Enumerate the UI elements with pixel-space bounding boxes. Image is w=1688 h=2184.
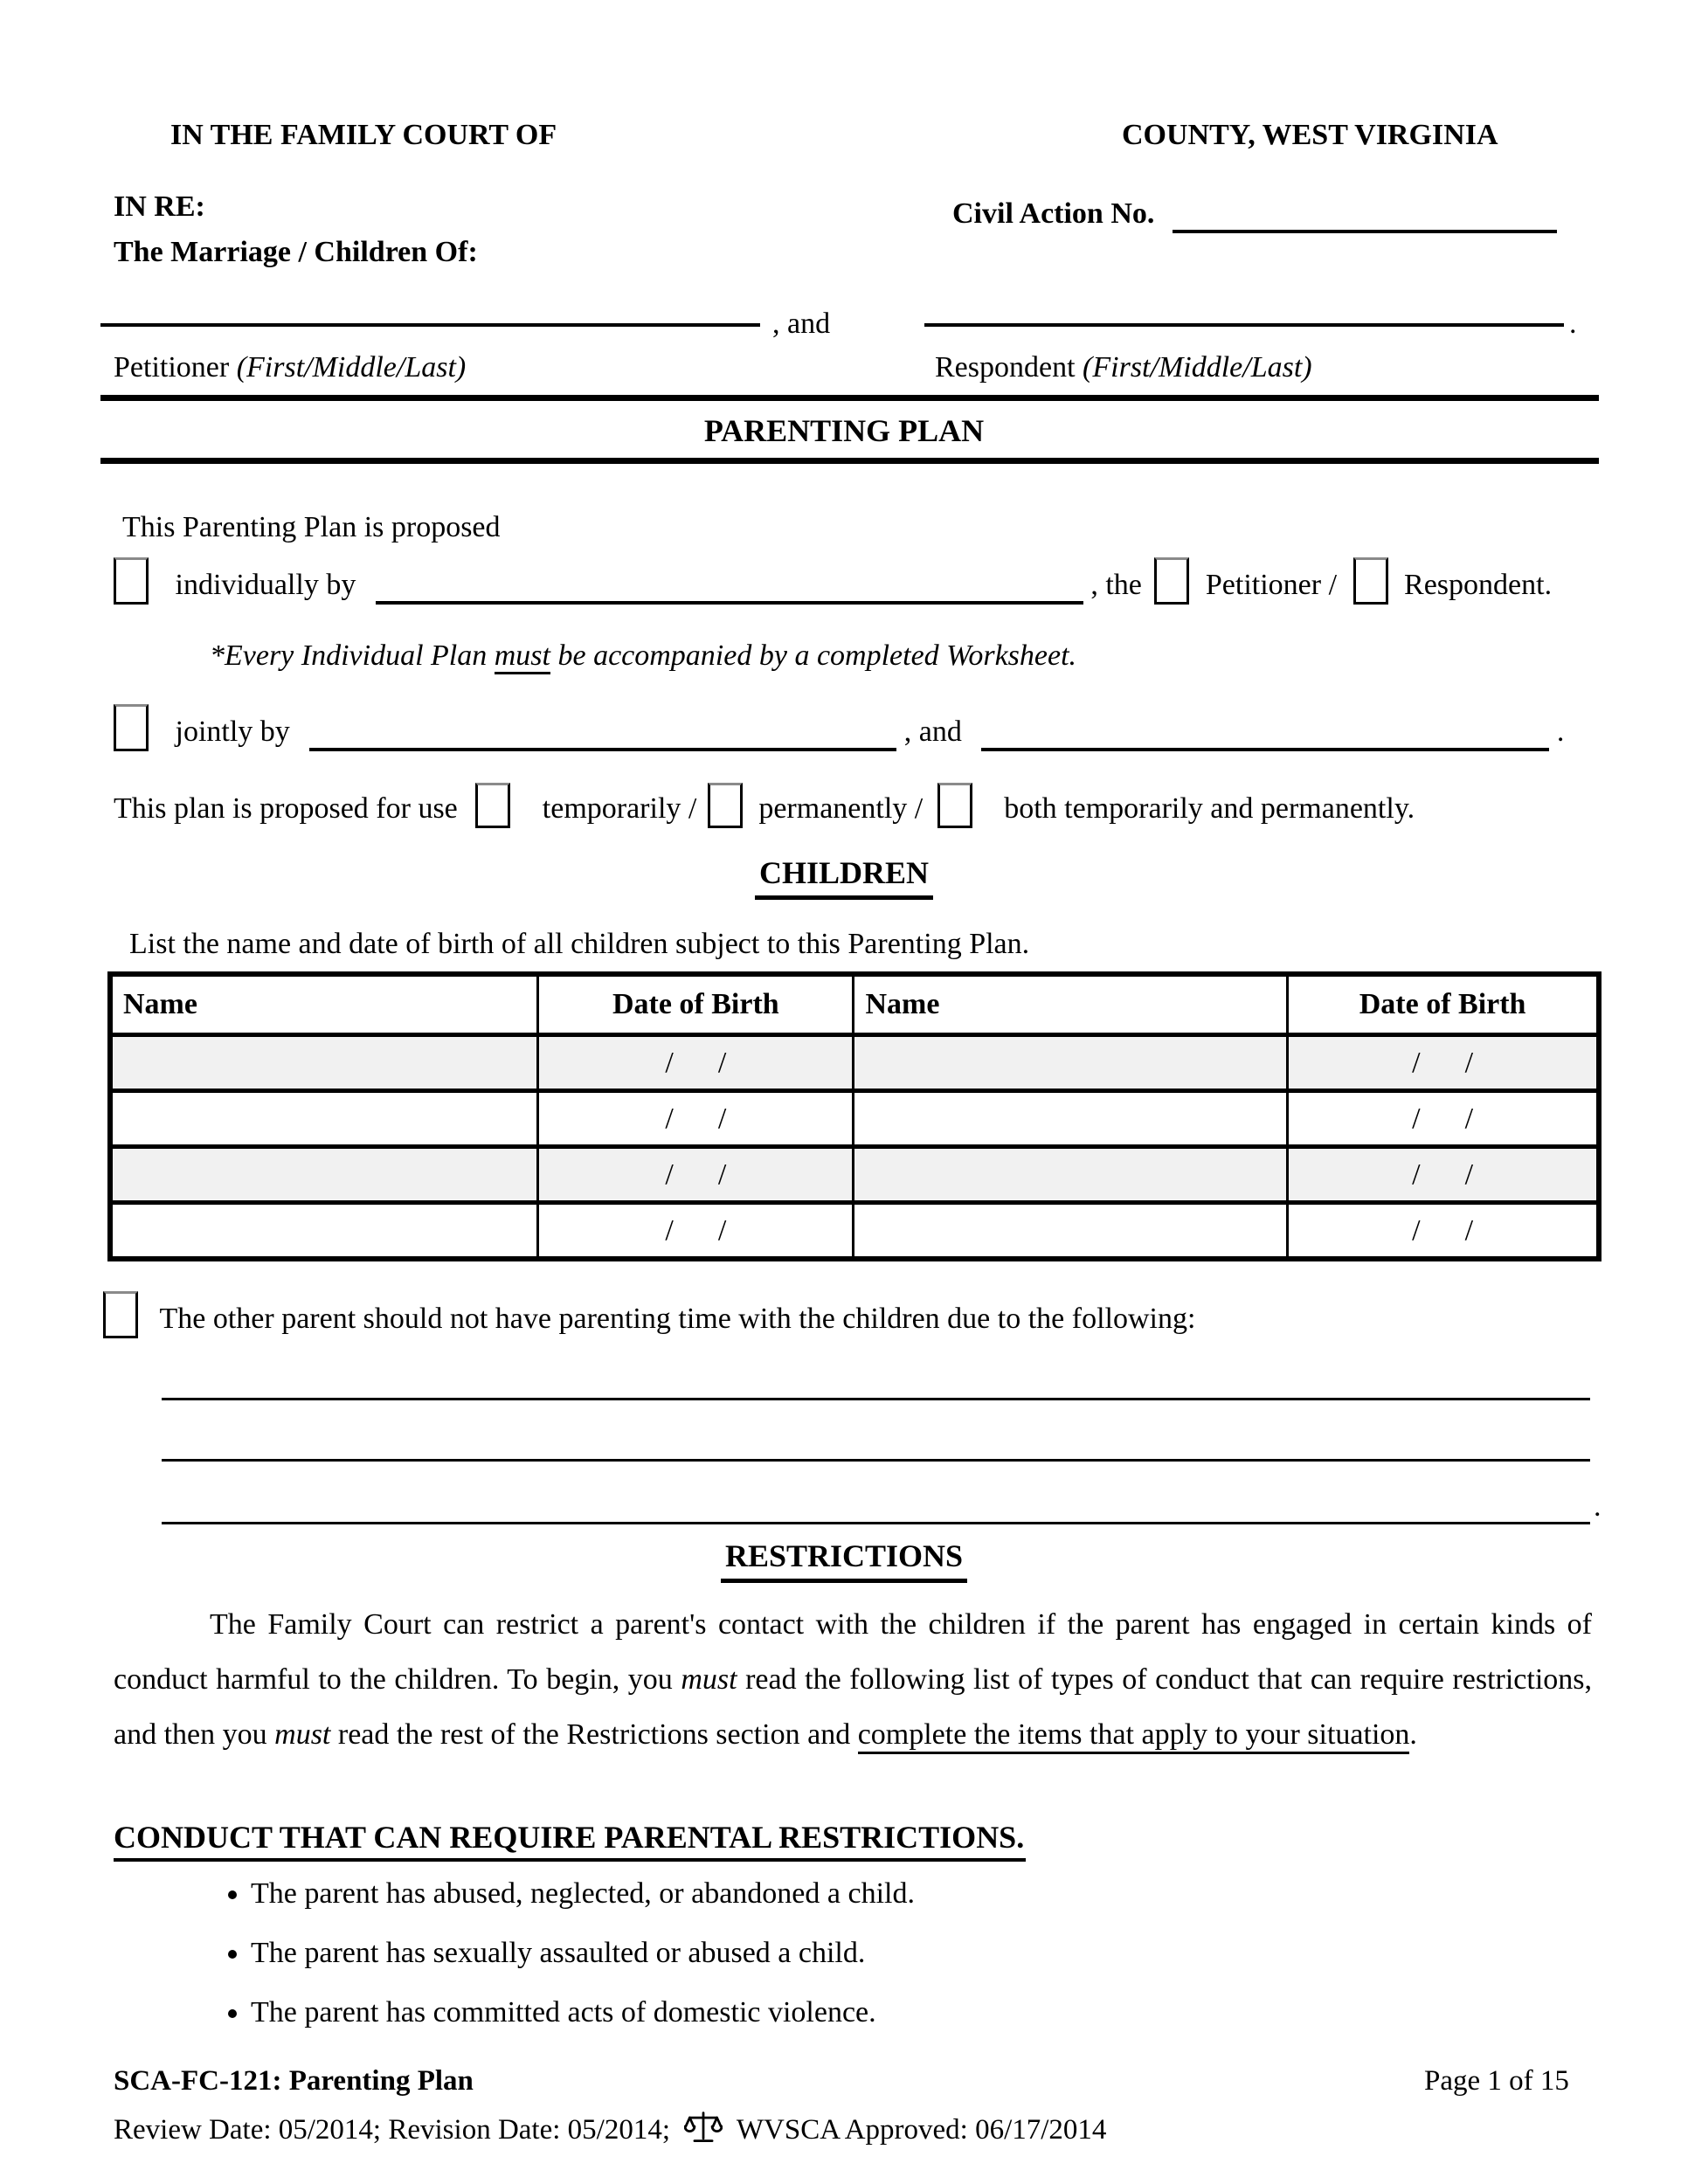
conduct-heading: CONDUCT THAT CAN REQUIRE PARENTAL RESTRICTIONS. [114, 1819, 1026, 1862]
children-row-4 [110, 1203, 1599, 1260]
title-rule-bottom [100, 458, 1599, 464]
civil-action-label: Civil Action No. [952, 197, 1155, 230]
child-dob-cell[interactable]: / / [538, 1091, 854, 1147]
children-row-1 [110, 1035, 1599, 1091]
restrictions-heading: RESTRICTIONS [721, 1538, 967, 1583]
child-name-cell[interactable] [854, 1203, 1288, 1260]
respondent-line-period: . [1569, 308, 1577, 340]
reason-line-period: . [1594, 1490, 1602, 1523]
child-name-cell[interactable] [854, 1147, 1288, 1203]
conduct-bullet-item: • The parent has committed acts of domestic violence. [251, 1994, 1525, 2031]
col-header-name-2: Name [854, 974, 1288, 1035]
restrictions-underlined-phrase: complete the items that apply to your situation [858, 1718, 1410, 1754]
review-date-text: Review Date: 05/2014; Revision Date: 05/2014; [114, 2114, 670, 2146]
and-separator: , and [772, 308, 831, 340]
respondent-option-label: Respondent. [1404, 569, 1553, 601]
in-re-label: IN RE: [114, 190, 205, 223]
page-title: PARENTING PLAN [703, 413, 985, 448]
children-row-2 [110, 1091, 1599, 1147]
restrictions-text-segment: The Family Court can restrict a parent's contact with the children if the parent has engaged in certain kinds of conduct harmful to the children. To begin, you [114, 1608, 1592, 1696]
child-dob-cell[interactable]: / / [538, 1035, 854, 1091]
form-id: SCA-FC-121: Parenting Plan [114, 2065, 474, 2097]
respondent-caption: Respondent [935, 351, 1083, 384]
restrictions-text-segment: . [1409, 1718, 1417, 1751]
restrictions-paragraph [114, 1597, 1592, 1762]
reason-blank-line-3[interactable] [162, 1522, 1590, 1524]
individual-note-prefix: *Every Individual Plan [210, 639, 495, 672]
jointly-and-label: , and [903, 715, 962, 748]
child-name-cell[interactable] [110, 1203, 538, 1260]
the-label: , the [1090, 569, 1142, 601]
child-name-cell[interactable] [110, 1035, 538, 1091]
conduct-bullet-list [214, 1875, 1525, 2031]
individual-note-suffix: be accompanied by a completed Worksheet. [550, 639, 1077, 672]
petitioner-caption-note: (First/Middle/Last) [236, 351, 467, 384]
jointly-period: . [1556, 715, 1565, 748]
child-dob-cell[interactable]: / / [1288, 1091, 1599, 1147]
approved-date-text: WVSCA Approved: 06/17/2014 [736, 2114, 1107, 2146]
children-table [107, 971, 1602, 1261]
child-dob-cell[interactable]: / / [1288, 1203, 1599, 1260]
respondent-caption-note: (First/Middle/Last) [1083, 351, 1312, 384]
court-name-left: IN THE FAMILY COURT OF [170, 119, 557, 151]
individually-label: individually by [175, 569, 356, 601]
permanently-label: permanently / [758, 792, 924, 825]
temporarily-checkbox[interactable] [475, 783, 510, 828]
restrictions-must-italic: must [681, 1663, 737, 1696]
col-header-dob-2: Date of Birth [1288, 974, 1599, 1035]
petitioner-checkbox[interactable] [1154, 557, 1189, 605]
permanently-checkbox[interactable] [708, 783, 743, 828]
children-instruction: List the name and date of birth of all children subject to this Parenting Plan. [129, 928, 1030, 960]
petitioner-caption: Petitioner [114, 351, 237, 384]
no-parenting-time-label: The other parent should not have parenting time with the children due to the following: [159, 1303, 1196, 1335]
children-heading: CHILDREN [755, 854, 933, 900]
restrictions-text-segment: read the following list of types of conduct that can require restrictions, and then you [114, 1663, 1592, 1751]
reason-blank-line-1[interactable] [162, 1398, 1590, 1400]
reason-blank-line-2[interactable] [162, 1459, 1590, 1462]
court-name-right: COUNTY, WEST VIRGINIA [1122, 119, 1498, 151]
individually-checkbox[interactable] [114, 557, 149, 605]
child-name-cell[interactable] [110, 1147, 538, 1203]
children-row-3 [110, 1147, 1599, 1203]
col-header-name-1: Name [110, 974, 538, 1035]
child-dob-cell[interactable]: / / [1288, 1147, 1599, 1203]
children-table-header-row [110, 974, 1599, 1035]
child-dob-cell[interactable]: / / [1288, 1035, 1599, 1091]
respondent-name-field[interactable] [924, 323, 1564, 327]
both-checkbox[interactable] [937, 783, 972, 828]
individual-note-must: must [495, 639, 550, 674]
proposal-intro: This Parenting Plan is proposed [122, 511, 501, 543]
jointly-by-field-2[interactable] [981, 748, 1549, 751]
conduct-bullet-item: • The parent has abused, neglected, or abandoned a child. [251, 1875, 1525, 1912]
conduct-bullet-item: • The parent has sexually assaulted or abused a child. [251, 1934, 1525, 1972]
col-header-dob-1: Date of Birth [538, 974, 854, 1035]
page-number: Page 1 of 15 [1424, 2065, 1569, 2097]
petitioner-option-label: Petitioner / [1205, 569, 1338, 601]
no-parenting-time-checkbox[interactable] [103, 1291, 138, 1338]
restrictions-text-segment: read the rest of the Restrictions section and [330, 1718, 858, 1751]
petitioner-name-field[interactable] [100, 323, 760, 327]
title-rule-top [100, 395, 1599, 401]
jointly-checkbox[interactable] [114, 704, 149, 751]
individually-by-field[interactable] [376, 601, 1083, 605]
child-name-cell[interactable] [854, 1035, 1288, 1091]
restrictions-must-italic: must [274, 1718, 331, 1751]
scales-of-justice-icon [684, 2109, 723, 2147]
temporarily-label: temporarily / [542, 792, 697, 825]
use-prefix: This plan is proposed for use [114, 792, 458, 825]
child-name-cell[interactable] [854, 1091, 1288, 1147]
child-name-cell[interactable] [110, 1091, 538, 1147]
jointly-label: jointly by [175, 715, 290, 748]
respondent-checkbox[interactable] [1353, 557, 1388, 605]
marriage-children-label: The Marriage / Children Of: [114, 236, 478, 268]
child-dob-cell[interactable]: / / [538, 1147, 854, 1203]
jointly-by-field-1[interactable] [309, 748, 896, 751]
both-label: both temporarily and permanently. [1004, 792, 1415, 825]
child-dob-cell[interactable]: / / [538, 1203, 854, 1260]
civil-action-number-field[interactable] [1173, 230, 1557, 233]
